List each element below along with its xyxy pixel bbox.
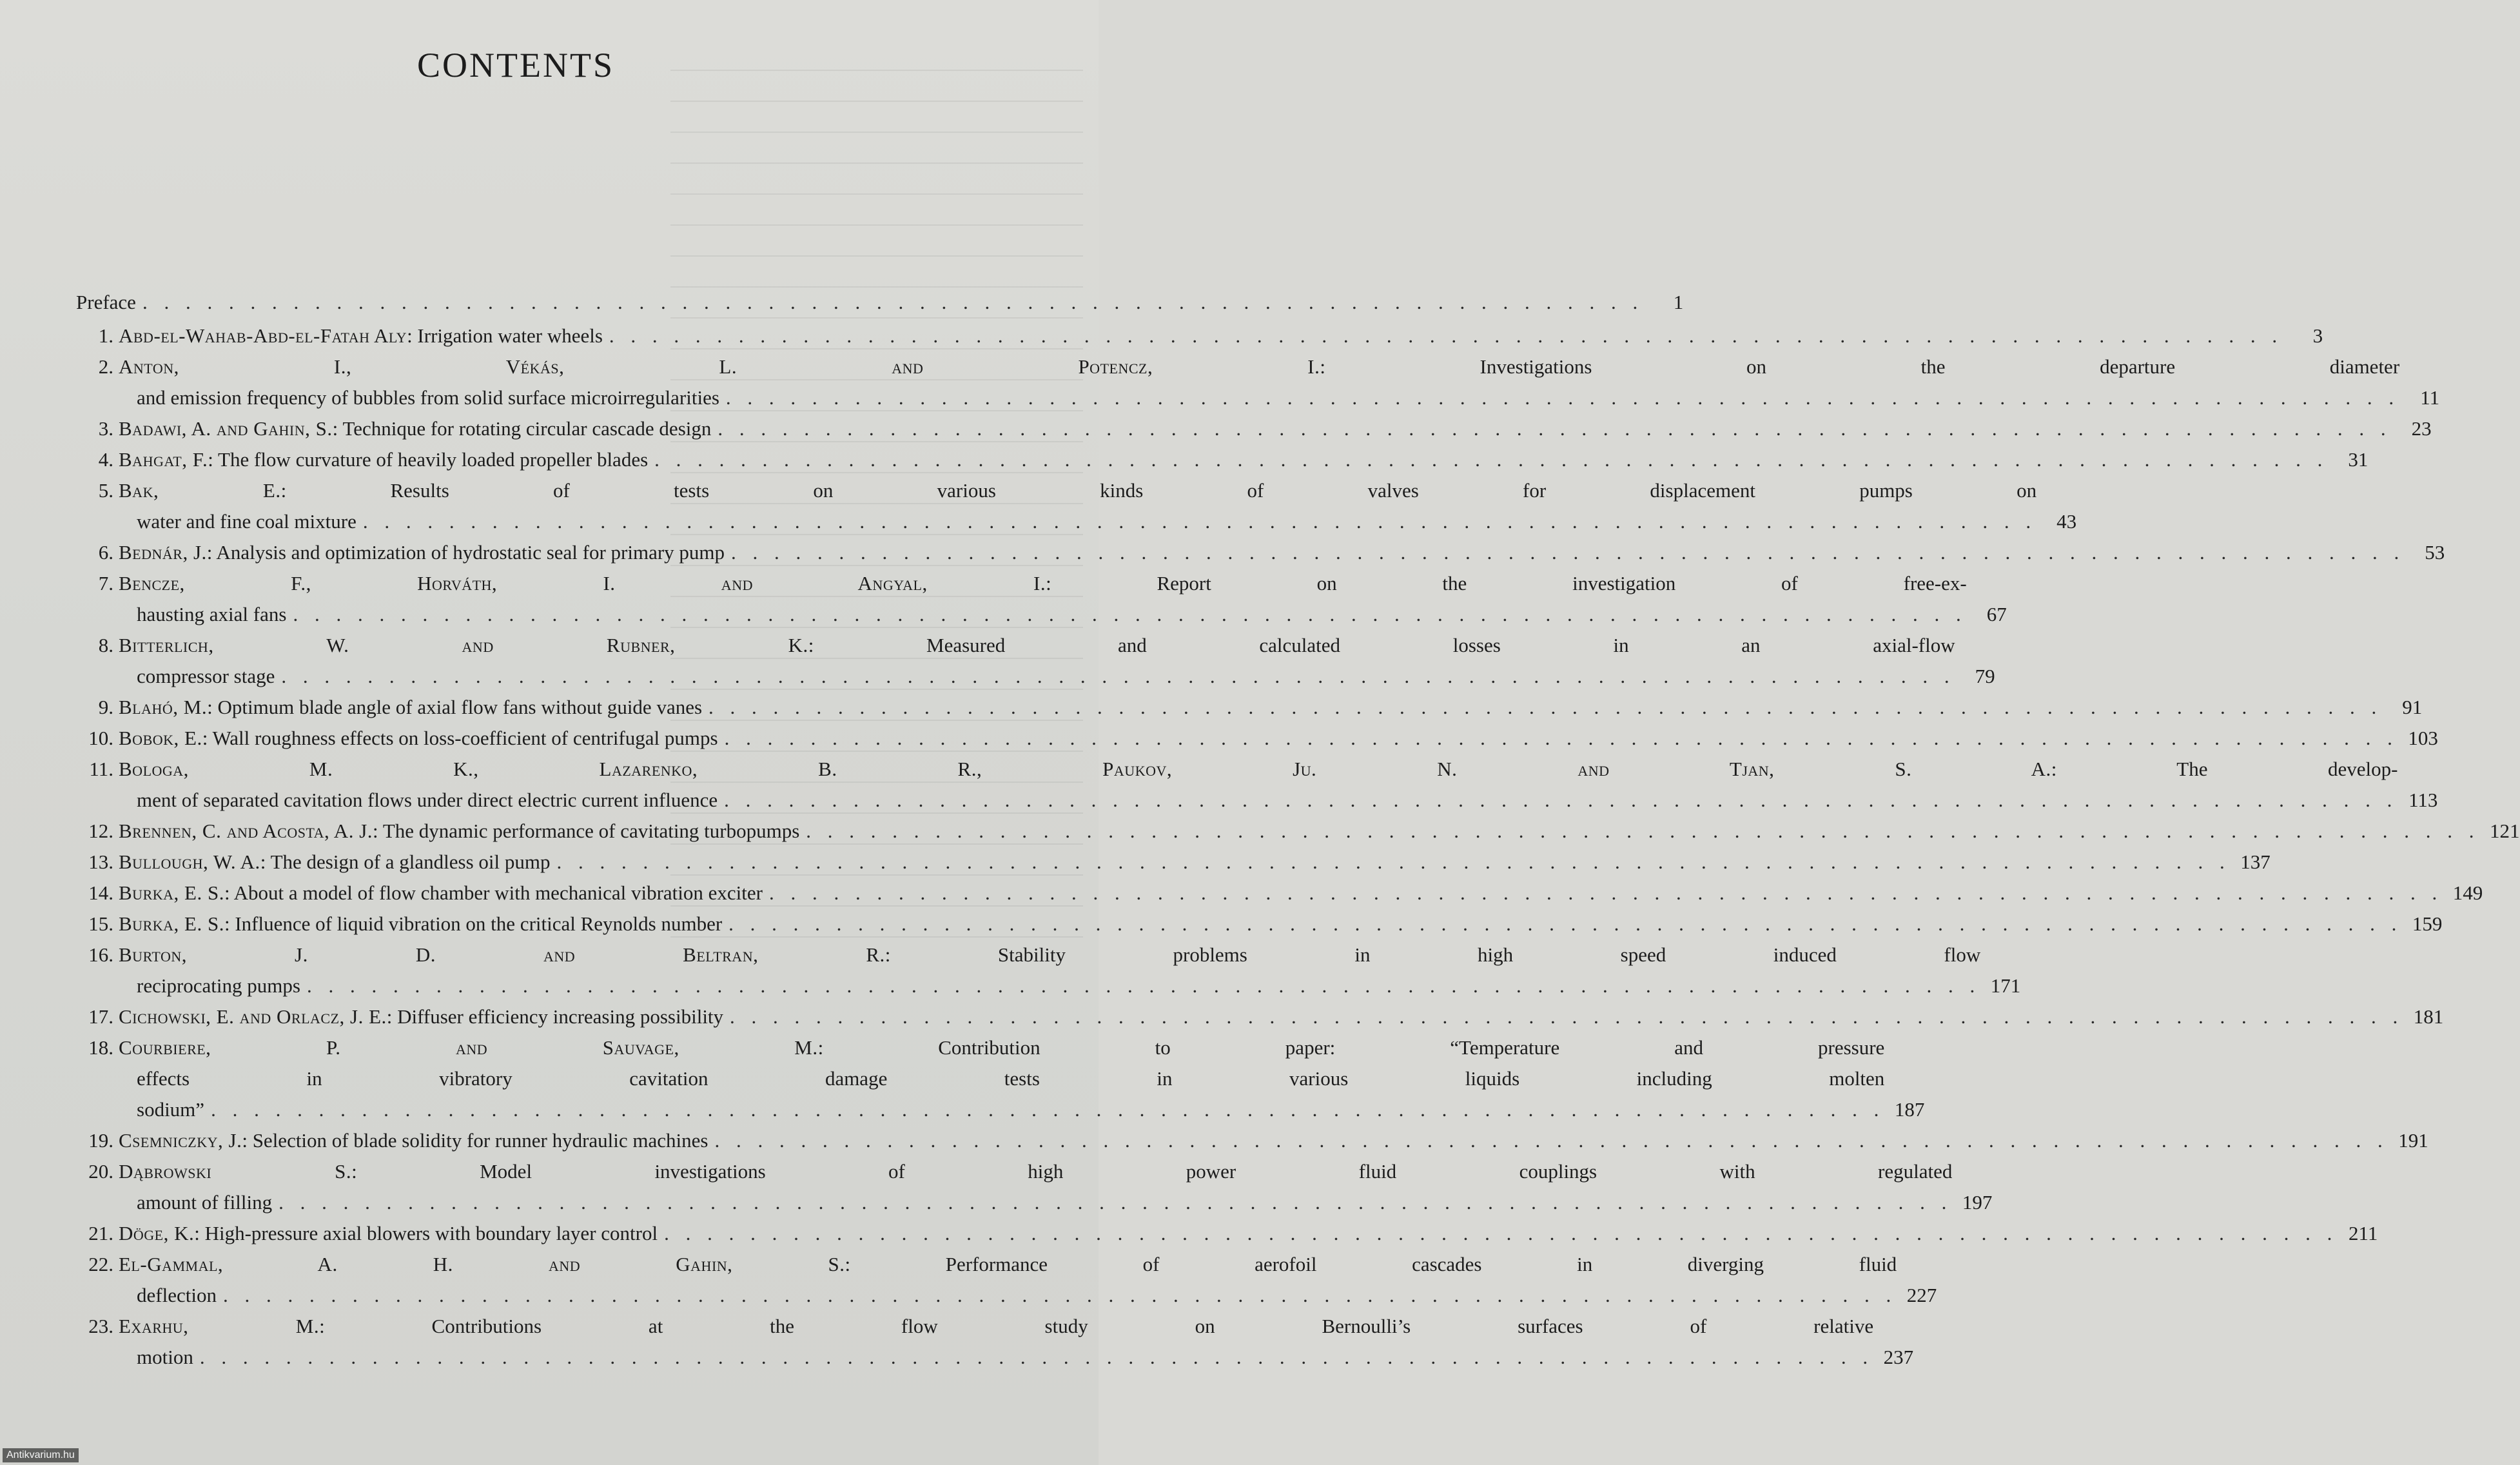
entry-number: 10.	[88, 727, 113, 749]
entry-author: Bednár, J.	[119, 541, 207, 564]
leader-dots: . . . . . . . . . . . . . . . . . . . . . . . . . . . . . . . . . . . . . . . . . . . . . . . . . . . . . . . . . . . . . . . . . . . . . . . . . . . . . .	[281, 665, 1955, 687]
toc-entry	[76, 723, 2438, 754]
toc-entry-preface	[76, 287, 1684, 318]
toc-entry	[76, 568, 2007, 630]
entry-text	[119, 754, 2398, 816]
entry-number: 18.	[88, 1036, 113, 1059]
entry-number: 6.	[98, 541, 113, 564]
preface-label: Preface	[76, 291, 136, 313]
entry-title-line: : Performance of aerofoil cascades in diverging fluid	[845, 1253, 1897, 1275]
leader-dots: . . . . . . . . . . . . . . . . . . . . . . . . . . . . . . . . . . . . . . . . . . . . . . . . . . . . . . . . . . . . . . . . . . . . . . . . . . . . . .	[278, 1191, 1953, 1214]
entry-number: 7.	[98, 572, 113, 595]
entry-title-line: : The design of a glandless oil pump	[260, 850, 551, 873]
page-number: 121	[2490, 820, 2520, 842]
entry-text	[119, 413, 2392, 444]
entry-author: El-Gammal, A. H. and Gahin, S.	[119, 1253, 845, 1275]
entry-number: 9.	[98, 696, 113, 718]
entry-number: 8.	[98, 634, 113, 656]
entry-number: 20.	[88, 1160, 113, 1183]
leader-dots: . . . . . . . . . . . . . . . . . . . . . . . . . . . . . . . . . . . . . . . . . . . . . . . . . . . . . . . . . . . . . . . . . . . . . . . . . . . . . .	[211, 1098, 1885, 1121]
entry-text	[119, 878, 2443, 909]
entry-text	[119, 320, 2283, 351]
toc-entry	[76, 320, 2323, 351]
entry-title-line: : Optimum blade angle of axial flow fans without guide vanes	[207, 696, 703, 718]
toc-entry	[76, 1125, 2428, 1156]
entry-title-line: : Model investigations of high power fluid couplings with regulated	[351, 1160, 1953, 1183]
toc-entry	[76, 816, 2520, 847]
toc-entry	[76, 1249, 1937, 1311]
entry-number: 19.	[88, 1129, 113, 1152]
leader-dots: . . . . . . . . . . . . . . . . . . . . . . . . . . . . . . . . . . . . . . . . . . . . . . . . . . . . . . . . . . . . . . . . . . . . . . . . . . . . . .	[718, 417, 2392, 440]
entry-text	[119, 723, 2398, 754]
entry-number: 13.	[88, 850, 113, 873]
entry-number: 17.	[88, 1005, 113, 1028]
leader-dots: . . . . . . . . . . . . . . . . . . . . . . . . . . . . . . . . . . . . . . . . . . . . . . . . . . . . . . . . . . . . . . . . . . . . . . . . . . . . . .	[306, 974, 1981, 997]
entry-number: 2.	[98, 355, 113, 378]
entry-title-line: : Technique for rotating circular cascade design	[332, 417, 712, 440]
leader-dots: . . . . . . . . . . . . . . . . . . . . . . . . . . . . . . . . . . . . . . . . . . . . . . . . . . . . . . . . . . . . . . . . . . . . . . . . . . . . . .	[730, 1005, 2404, 1028]
entry-number: 11.	[89, 758, 113, 780]
entry-number: 23.	[88, 1315, 113, 1337]
entry-title-line: and emission frequency of bubbles from solid surface microirregularities	[137, 386, 719, 409]
page-number: 181	[2413, 1005, 2444, 1028]
entry-title-line: : The flow curvature of heavily loaded propeller blades	[208, 448, 649, 471]
page-number: 187	[1894, 1098, 1925, 1121]
leader-dots: . . . . . . . . . . . . . . . . . . . . . . . . . . . . . . . . . . . . . . . . . . . . . . . . . . . . . . . . . . . . . . . . . . . . . . . . . . . . . .	[708, 696, 2383, 718]
toc-entry	[76, 1001, 2444, 1032]
toc-entry	[76, 444, 2369, 475]
entry-text	[119, 1125, 2388, 1156]
entry-author: Burton, J. D. and Beltran, R.	[119, 943, 885, 966]
entry-author: Burka, E. S.	[119, 881, 224, 904]
watermark: Antikvarium.hu	[3, 1448, 79, 1462]
entry-author: Bullough, W. A.	[119, 850, 260, 873]
leader-dots: . . . . . . . . . . . . . . . . . . . . . . . . . . . . . . . . . . . . . . . . . . . . . . . . . . . . . . . . . . . . . . . . . . . . . . . . . . . . . .	[724, 727, 2398, 749]
entry-text	[119, 1249, 1897, 1311]
entry-text	[119, 1218, 2338, 1249]
entry-text	[119, 692, 2382, 723]
entry-author: Dąbrowski S.	[119, 1160, 352, 1183]
entry-title-line: : Report on the investigation of free-ex-	[1046, 572, 1967, 595]
entry-text	[119, 568, 1967, 630]
page-number: 211	[2348, 1222, 2378, 1244]
toc-entry	[76, 1311, 1914, 1373]
leader-dots: . . . . . . . . . . . . . . . . . . . . . . . . . . . . . . . . . . . . . . . . . . . . . . . . . . . . . . . . . . . . . . . . . . . . . . . . . . . . . .	[725, 386, 2400, 409]
entry-author: Döge, K.	[119, 1222, 195, 1244]
entry-number: 5.	[98, 479, 113, 502]
page-number: 149	[2452, 881, 2483, 904]
entry-text	[119, 847, 2231, 878]
entry-text	[119, 475, 2037, 537]
toc-entry	[76, 413, 2432, 444]
page-number: 113	[2408, 789, 2438, 811]
entry-number: 1.	[98, 324, 113, 347]
entry-text	[119, 1311, 1873, 1373]
entry-author: Courbiere, P. and Sauvage, M.	[119, 1036, 818, 1059]
entry-author: Exarhu, M.	[119, 1315, 320, 1337]
toc-entry	[76, 1218, 2378, 1249]
leader-dots: . . . . . . . . . . . . . . . . . . . . . . . . . . . . . . . . . . . . . . . . . . . . . . . . . . . . . . . . . . . . . . . . . . . . . . . . . . . . . .	[362, 510, 2037, 533]
entry-title-line: : About a model of flow chamber with mechanical vibration exciter	[224, 881, 763, 904]
entry-number: 21.	[88, 1222, 113, 1244]
toc-entry	[76, 939, 2021, 1001]
entry-title-line: : Wall roughness effects on loss-coefficient of centrifugal pumps	[202, 727, 718, 749]
page-number: 43	[2056, 510, 2077, 533]
entry-title-line: : Investigations on the departure diameter	[1320, 355, 2400, 378]
entry-author: Abd-el-Wahab-Abd-el-Fatah Aly	[119, 324, 407, 347]
entry-text	[119, 1001, 2403, 1032]
leader-dots: . . . . . . . . . . . . . . . . . . . . . . . . . . . . . . . . . . . . . . . . . . . . . . . . . . . . . . . . . . . . . . . . . . . . . . . . . . . . . .	[556, 850, 2231, 873]
table-of-contents	[76, 287, 2520, 1373]
entry-author: Bak, E.	[119, 479, 281, 502]
leader-dots: . . . . . . . . . . . . . . . . . . . . . . . . . . . . . . . . . . . . . . . . . . . . . . . . . . . . . . . . . . . . . . . . . . . . . . . . . . . . . .	[293, 603, 1967, 625]
entry-text	[119, 444, 2328, 475]
leader-dots: . . . . . . . . . . . . . . . . . . . . . . . . . . . . . . . . . . . . . . . . . . . . . . . . . . . . . . . . . . . . . . . . . . . . . . . . . . . . . .	[609, 324, 2283, 347]
toc-entry	[76, 847, 2271, 878]
leader-dots: . . . . . . . . . . . . . . . . . . . . . . . . . . . . . . . . . . . . . . . . . . . . . . . . . . . . . . . . . . . . . . . . . . . . . . . . . . . . . .	[199, 1346, 1874, 1368]
page-number: 227	[1906, 1284, 1937, 1306]
entry-author: Brennen, C. and Acosta, A. J.	[119, 820, 373, 842]
entry-number: 16.	[88, 943, 113, 966]
entry-title-line: amount of filling	[137, 1191, 273, 1214]
entry-number: 22.	[88, 1253, 113, 1275]
page-number: 191	[2398, 1129, 2428, 1152]
entry-title-line: : The develop-	[2051, 758, 2398, 780]
page-number: 3	[2312, 324, 2323, 347]
page-number: 53	[2425, 541, 2445, 564]
entry-title-line: : The dynamic performance of cavitating turbopumps	[373, 820, 800, 842]
page-number: 67	[1986, 603, 2007, 625]
entry-title-line: : Irrigation water wheels	[407, 324, 603, 347]
entry-author: Bencze, F., Horváth, I. and Angyal, I.	[119, 572, 1046, 595]
page-number: 23	[2411, 417, 2432, 440]
toc-entry	[76, 630, 1995, 692]
page-number: 237	[1883, 1346, 1914, 1368]
entry-text	[119, 939, 1980, 1001]
entry-title-line: : Influence of liquid vibration on the critical Reynolds number	[224, 912, 723, 935]
entry-title-line: compressor stage	[137, 665, 275, 687]
entry-title-line: sodium”	[137, 1098, 205, 1121]
toc-entry	[76, 351, 2440, 413]
entry-title-line: effects in vibratory cavitation damage tests in various liquids including molten	[137, 1067, 1885, 1090]
entry-title-line: hausting axial fans	[137, 603, 287, 625]
leader-dots: . . . . . . . . . . . . . . . . . . . . . . . . . . . . . . . . . . . . . . . . . . . . . . . . . . . . . . . . . . . . . . . . . . . . . .	[142, 291, 1644, 313]
entry-author: Bologa, M. K., Lazarenko, B. R., Paukov, Ju. N. and Tjan, S. A.	[119, 758, 2051, 780]
entry-title-line: water and fine coal mixture	[137, 510, 357, 533]
toc-entry	[76, 537, 2445, 568]
page-number: 1	[1673, 291, 1684, 313]
entry-author: Bitterlich, W. and Rubner, K.	[119, 634, 808, 656]
entry-author: Anton, I., Vékás, L. and Potencz, I.	[119, 355, 1320, 378]
page-number: 79	[1975, 665, 1995, 687]
entry-title-line: : Contribution to paper: “Temperature and pressure	[817, 1036, 1885, 1059]
entry-text	[119, 1156, 1952, 1218]
entry-number: 3.	[98, 417, 113, 440]
toc-entry	[76, 475, 2077, 537]
entry-author: Bobok, E.	[119, 727, 202, 749]
page-number: 103	[2408, 727, 2438, 749]
toc-entry	[76, 909, 2443, 939]
page-title: CONTENTS	[417, 46, 614, 84]
entry-author: Blahó, M.	[119, 696, 208, 718]
entry-title-line: : Analysis and optimization of hydrostatic seal for primary pump	[206, 541, 725, 564]
leader-dots: . . . . . . . . . . . . . . . . . . . . . . . . . . . . . . . . . . . . . . . . . . . . . . . . . . . . . . . . . . . . . . . . . . . . . . . . . . . . . .	[724, 789, 2398, 811]
entry-text	[119, 1032, 1884, 1125]
toc-entry	[76, 1156, 1993, 1218]
leader-dots: . . . . . . . . . . . . . . . . . . . . . . . . . . . . . . . . . . . . . . . . . . . . . . . . . . . . . . . . . . . . . . . . . . . . . . . . . . . . . .	[222, 1284, 1897, 1306]
leader-dots: . . . . . . . . . . . . . . . . . . . . . . . . . . . . . . . . . . . . . . . . . . . . . . . . . . . . . . . . . . . . . . . . . . . . . . . . . . . . . .	[806, 820, 2480, 842]
page-number: 159	[2412, 912, 2443, 935]
entry-author: Burka, E. S.	[119, 912, 224, 935]
entry-author: Cichowski, E. and Orlacz, J. E.	[119, 1005, 387, 1028]
leader-dots: . . . . . . . . . . . . . . . . . . . . . . . . . . . . . . . . . . . . . . . . . . . . . . . . . . . . . . . . . . . . . . . . . . . . . . . . . . . . . .	[664, 1222, 2338, 1244]
entry-author: Csemniczky, J.	[119, 1129, 242, 1152]
page-number: 171	[1990, 974, 2021, 997]
entry-title-line: : High-pressure axial blowers with boundary layer control	[194, 1222, 658, 1244]
page-number: 197	[1962, 1191, 1993, 1214]
page-number: 11	[2420, 386, 2440, 409]
page-number: 137	[2240, 850, 2271, 873]
leader-dots: . . . . . . . . . . . . . . . . . . . . . . . . . . . . . . . . . . . . . . . . . . . . . . . . . . . . . . . . . . . . . . . . . . . . . . . . . . . . . .	[714, 1129, 2388, 1152]
page-number: 31	[2348, 448, 2369, 471]
entry-text	[119, 816, 2480, 847]
entry-title-line: motion	[137, 1346, 193, 1368]
entry-title-line: : Diffuser efficiency increasing possibility	[386, 1005, 724, 1028]
leader-dots: . . . . . . . . . . . . . . . . . . . . . . . . . . . . . . . . . . . . . . . . . . . . . . . . . . . . . . . . . . . . . . . . . . . . . . . . . . . . . .	[731, 541, 2405, 564]
entry-title-line: deflection	[137, 1284, 217, 1306]
toc-entry	[76, 692, 2423, 723]
toc-entry	[76, 878, 2483, 909]
entry-text	[119, 351, 2399, 413]
entry-title-line: ment of separated cavitation flows under direct electric current influence	[137, 789, 718, 811]
entry-author: Badawi, A. and Gahin, S.	[119, 417, 333, 440]
leader-dots: . . . . . . . . . . . . . . . . . . . . . . . . . . . . . . . . . . . . . . . . . . . . . . . . . . . . . . . . . . . . . . . . . . . . . . . . . . . . . .	[728, 912, 2403, 935]
entry-text	[119, 909, 2402, 939]
leader-dots: . . . . . . . . . . . . . . . . . . . . . . . . . . . . . . . . . . . . . . . . . . . . . . . . . . . . . . . . . . . . . . . . . . . . . . . . . . . . . .	[768, 881, 2443, 904]
entry-title-line: : Selection of blade solidity for runner hydraulic machines	[242, 1129, 708, 1152]
page-number: 91	[2402, 696, 2423, 718]
entry-title-line: : Stability problems in high speed induced flow	[884, 943, 1981, 966]
entry-number: 4.	[98, 448, 113, 471]
entry-number: 14.	[88, 881, 113, 904]
entry-title-line: : Results of tests on various kinds of valves for displacement pumps on	[280, 479, 2037, 502]
entry-text	[119, 630, 1955, 692]
entry-title-line: reciprocating pumps	[137, 974, 300, 997]
entry-title-line: : Contributions at the flow study on Bernoulli’s surfaces of relative	[319, 1315, 1874, 1337]
entry-author: Bahgat, F.	[119, 448, 208, 471]
entry-number: 12.	[88, 820, 113, 842]
toc-entry	[76, 754, 2438, 816]
entry-text	[119, 537, 2405, 568]
entry-number: 15.	[88, 912, 113, 935]
entry-title-line: : Measured and calculated losses in an axial-flow	[808, 634, 1955, 656]
leader-dots: . . . . . . . . . . . . . . . . . . . . . . . . . . . . . . . . . . . . . . . . . . . . . . . . . . . . . . . . . . . . . . . . . . . . . . . . . . . . . .	[654, 448, 2329, 471]
toc-entry	[76, 1032, 1925, 1125]
